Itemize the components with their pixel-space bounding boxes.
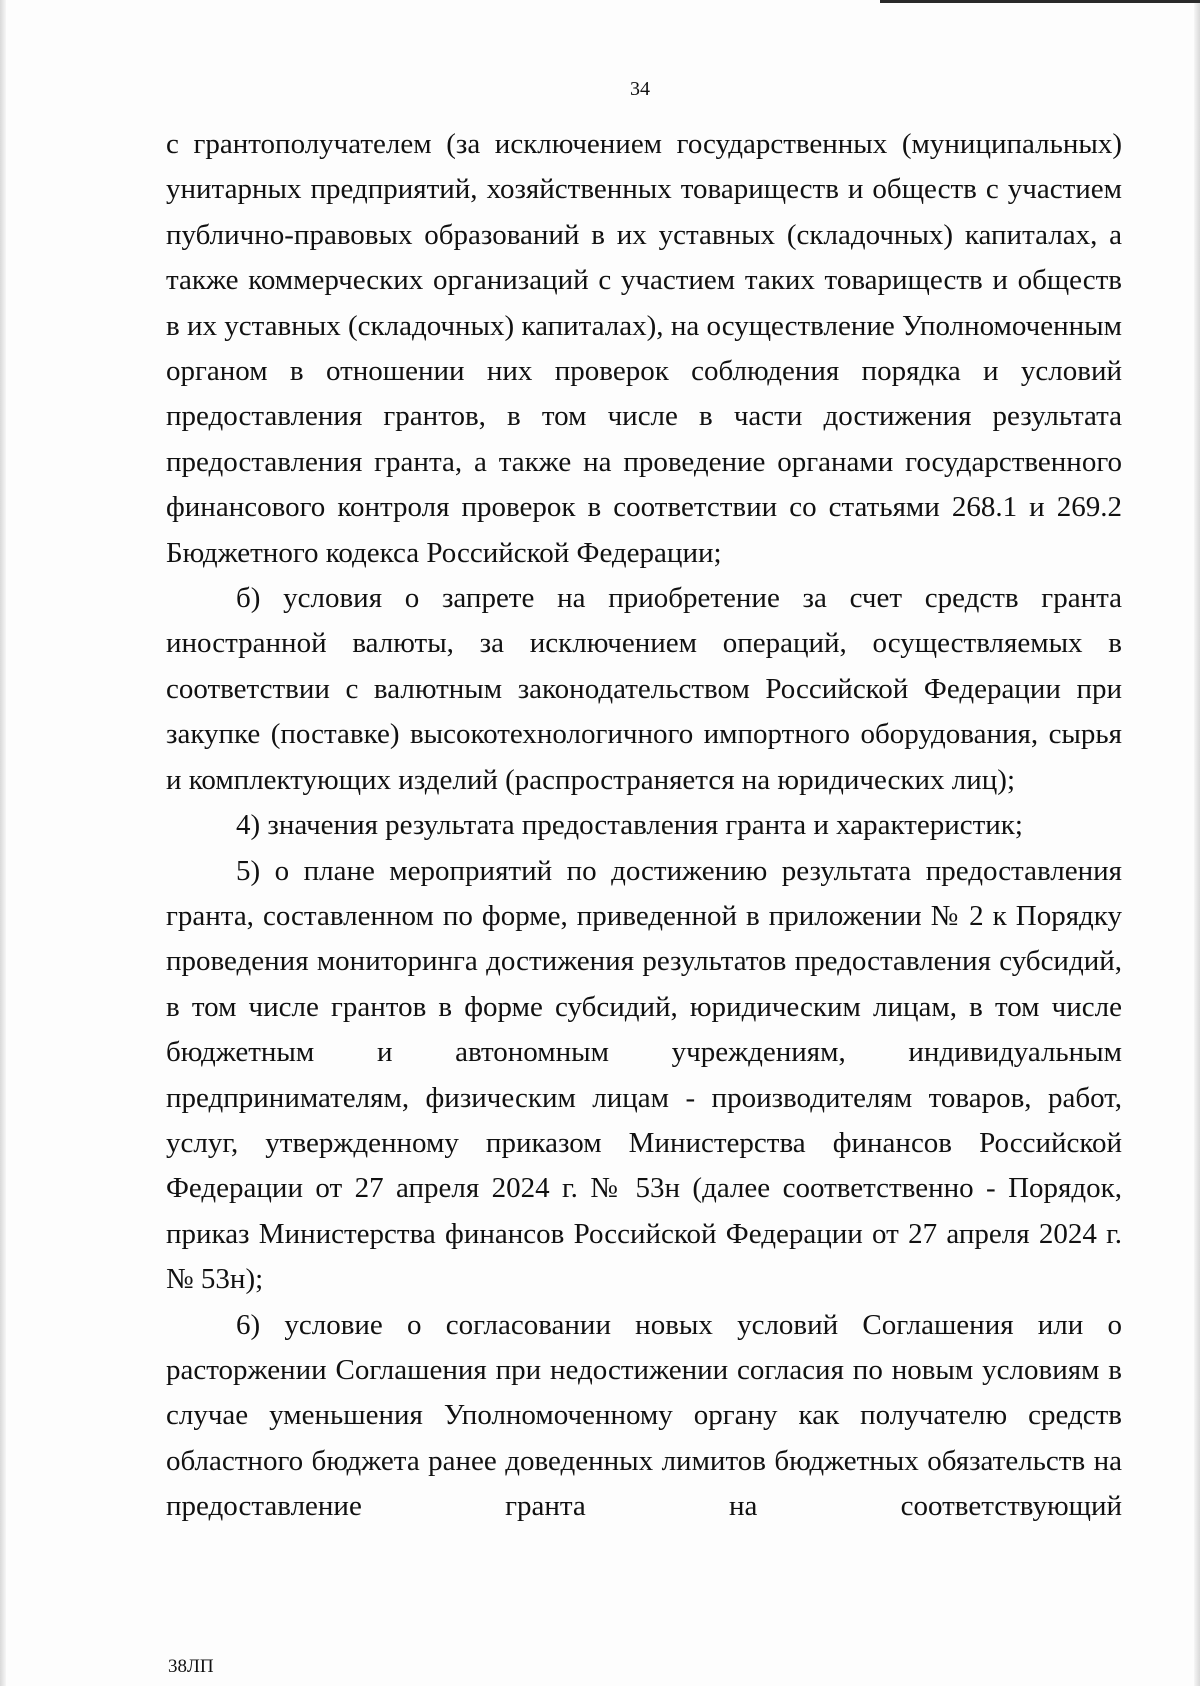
scan-edge-left [0, 0, 6, 1686]
document-body [166, 122, 1122, 1530]
top-rule [880, 0, 1200, 3]
paragraph-b: б) условия о запрете на приобретение за счет средств гранта иностранной валюты, за исключением операций, осуществляемых в соответствии с валютным законодательством Российской Федерации при закупке (поставке) высокотехнологичного импортного оборудования, сырья и комплектующих изделий (распространяется на юридических лиц); [166, 582, 1122, 796]
paragraph-4: 4) значения результата предоставления гранта и характеристик; [236, 809, 1023, 842]
paragraph-5: 5) о плане мероприятий по достижению результата предоставления гранта, составленном по форме, приведенной в приложении № 2 к Порядку проведения мониторинга достижения результатов предоставления субсидий, в том числе грантов в форме субсидий, юридическим лицам, в том числе бюджетным и автономным учреждениям, индивидуальным предпринимателям, физическим лицам - производителям товаров, работ, услуг, утвержденному приказом Министерства финансов Российской Федерации от 27 апреля 2024 г. № 53н (далее соответственно - Порядок, приказ Министерства финансов Российской Федерации от 27 апреля 2024 г. № 53н); [166, 854, 1122, 1296]
footer-document-code: 38ЛП [168, 1656, 214, 1677]
page-number: 34 [630, 78, 650, 100]
paragraph-6: 6) условие о согласовании новых условий Соглашения или о расторжении Соглашения при недостижении согласия по новым условиям в случае уменьшения Уполномоченному органу как получателю средств областного бюджета ранее доведенных лимитов бюджетных обязательств на предоставление гранта на соответствующий [166, 1308, 1122, 1523]
scan-edge-right [1194, 0, 1200, 1686]
paragraph-continuation: с грантополучателем (за исключением государственных (муниципальных) унитарных предприятий, хозяйственных товариществ и обществ с участием публично-правовых образований в их уставных (складочных) капиталах, а также коммерческих организаций с участием таких товариществ и обществ в их уставных (складочных) капиталах), на осуществление Уполномоченным органом в отношении них проверок соблюдения порядка и условий предоставления грантов, в том числе в части достижения результата предоставления гранта, а также на проведение органами государственного финансового контроля проверок в соответствии со статьями 268.1 и 269.2 Бюджетного кодекса Российской Федерации; [166, 128, 1122, 569]
